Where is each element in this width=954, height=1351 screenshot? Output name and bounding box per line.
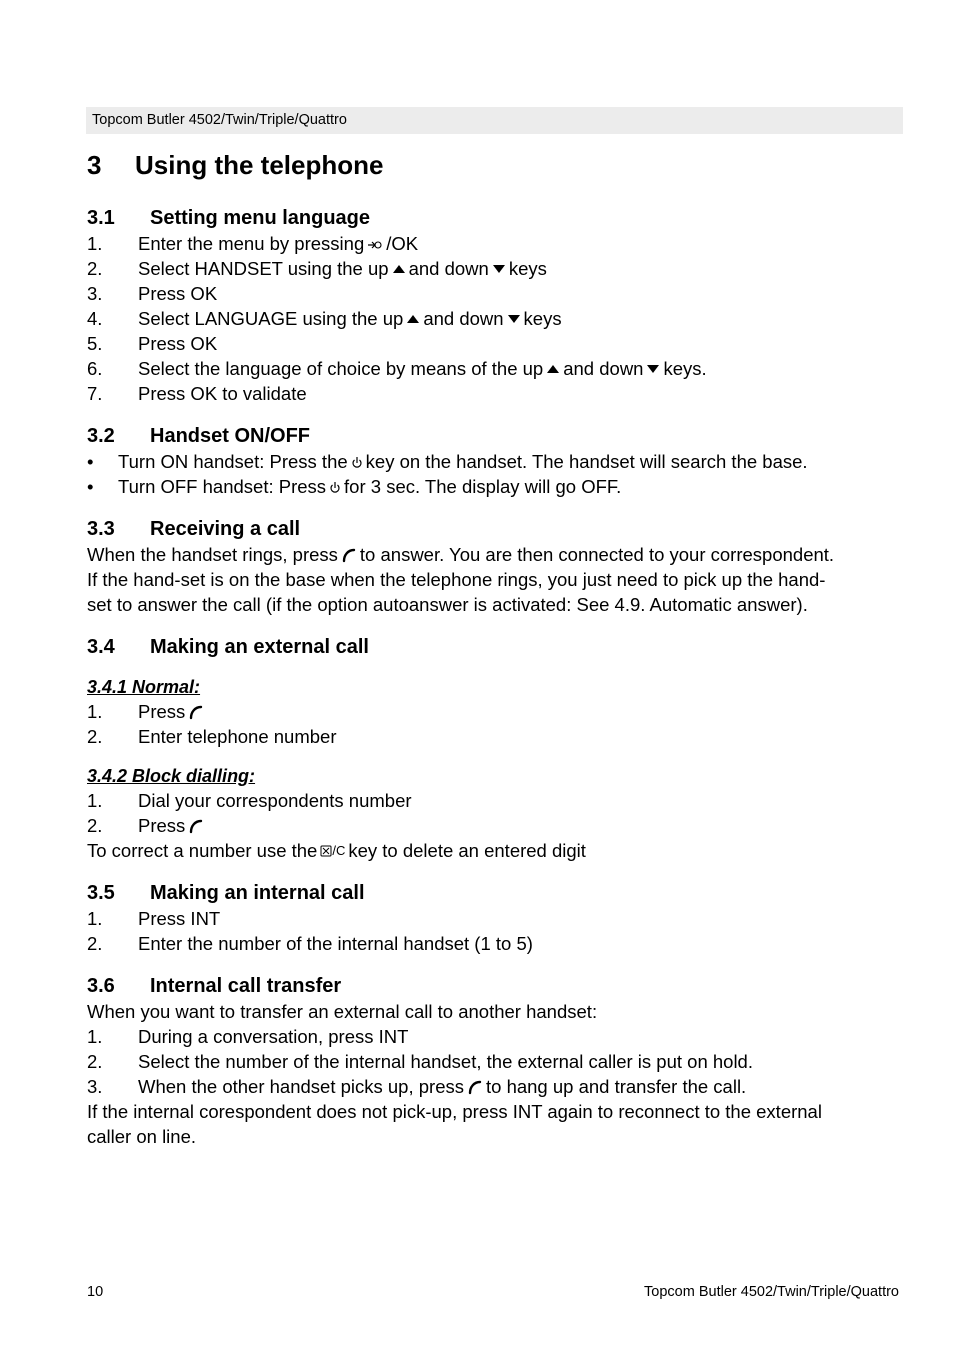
list-item bbox=[87, 331, 903, 356]
list-number: 2. bbox=[87, 815, 103, 836]
bullet-item bbox=[87, 474, 903, 499]
footer-title: Topcom Butler 4502/Twin/Triple/Quattro bbox=[644, 1284, 899, 1300]
paragraph-text: When the handset rings, press bbox=[87, 544, 338, 565]
paragraph-text: To correct a number use the bbox=[87, 840, 318, 861]
list-text: Turn OFF handset: Press bbox=[118, 476, 327, 497]
paragraph-line: set to answer the call (if the option autoanswer is activated: See 4.9. Automatic answer). bbox=[87, 594, 808, 615]
chapter-number: 3 bbox=[87, 150, 102, 180]
list-text: Select LANGUAGE using the up bbox=[138, 308, 404, 329]
list-text: key on the handset. The handset will search the base. bbox=[365, 451, 808, 472]
list-text: Select the language of choice by means of the up bbox=[138, 358, 544, 379]
page-content bbox=[87, 148, 903, 1149]
list-text: for 3 sec. The display will go OFF. bbox=[344, 476, 622, 497]
list-number: 2. bbox=[87, 933, 103, 954]
list-text: and down bbox=[563, 358, 644, 379]
down-arrow-icon bbox=[646, 363, 660, 375]
list-number: 1. bbox=[87, 701, 103, 722]
clear-key-label: /C bbox=[332, 843, 346, 858]
list-text: Press OK bbox=[138, 333, 218, 354]
list-item bbox=[87, 931, 903, 956]
list-text: /OK bbox=[386, 233, 419, 254]
paragraph-line: When you want to transfer an external call to another handset: bbox=[87, 1001, 598, 1022]
paragraph-line bbox=[87, 542, 903, 567]
list-text: Enter telephone number bbox=[138, 726, 337, 747]
list-item bbox=[87, 1049, 903, 1074]
list-item bbox=[87, 1074, 903, 1099]
list-item bbox=[87, 813, 903, 838]
phone-handset-icon bbox=[467, 1079, 483, 1095]
section-heading-3-6 bbox=[87, 973, 903, 999]
list-item bbox=[87, 356, 903, 381]
list-text: Enter the number of the internal handset (1 to 5) bbox=[138, 933, 533, 954]
list-number: 1. bbox=[87, 790, 103, 811]
list-text: Select HANDSET using the up bbox=[138, 258, 389, 279]
section-title: Receiving a call bbox=[150, 518, 301, 540]
page-number: 10 bbox=[87, 1284, 104, 1300]
list-text: Enter the menu by pressing bbox=[138, 233, 365, 254]
list-number: 7. bbox=[87, 383, 103, 404]
section-number: 3.6 bbox=[87, 975, 115, 997]
header-title: Topcom Butler 4502/Twin/Triple/Quattro bbox=[92, 112, 347, 128]
phone-handset-icon bbox=[341, 547, 357, 563]
subsection-heading-3-4-1: 3.4.1 Normal: bbox=[87, 677, 201, 697]
list-text: Turn ON handset: Press the bbox=[118, 451, 348, 472]
bullet: • bbox=[87, 476, 94, 497]
section-number: 3.1 bbox=[87, 207, 115, 229]
paragraph-line: caller on line. bbox=[87, 1126, 197, 1147]
delete-icon bbox=[320, 845, 332, 857]
list-item bbox=[87, 1024, 903, 1049]
chapter-heading bbox=[87, 148, 903, 182]
section-title: Handset ON/OFF bbox=[150, 425, 311, 447]
list-item bbox=[87, 256, 903, 281]
menu-key-icon bbox=[367, 237, 383, 251]
phone-handset-icon bbox=[188, 704, 204, 720]
down-arrow-icon bbox=[507, 313, 521, 325]
section-heading-3-2 bbox=[87, 423, 903, 449]
list-number: 3. bbox=[87, 283, 103, 304]
list-item bbox=[87, 306, 903, 331]
subsection-heading-3-4-2: 3.4.2 Block dialling: bbox=[87, 766, 256, 786]
section-title: Setting menu language bbox=[150, 207, 371, 229]
paragraph-line: If the hand-set is on the base when the telephone rings, you just need to pick up the hand- bbox=[87, 569, 826, 590]
section-heading-3-4 bbox=[87, 634, 903, 660]
section-title: Making an internal call bbox=[150, 882, 365, 904]
list-text: and down bbox=[423, 308, 504, 329]
section-heading-3-1 bbox=[87, 205, 903, 231]
section-title: Internal call transfer bbox=[150, 975, 342, 997]
list-number: 2. bbox=[87, 726, 103, 747]
list-number: 2. bbox=[87, 1051, 103, 1072]
page-header bbox=[86, 107, 903, 134]
paragraph-text: to answer. You are then connected to your correspondent. bbox=[359, 544, 835, 565]
up-arrow-icon bbox=[392, 263, 406, 275]
section-number: 3.2 bbox=[87, 425, 115, 447]
list-number: 1. bbox=[87, 1026, 103, 1047]
list-text: Press bbox=[138, 701, 186, 722]
clear-key-icon bbox=[320, 838, 345, 863]
list-text: keys bbox=[508, 258, 547, 279]
paragraph-text: key to delete an entered digit bbox=[348, 840, 586, 861]
list-text: keys bbox=[523, 308, 562, 329]
section-number: 3.4 bbox=[87, 636, 115, 658]
power-icon bbox=[329, 480, 341, 494]
phone-handset-icon bbox=[188, 818, 204, 834]
section-number: 3.5 bbox=[87, 882, 115, 904]
list-number: 4. bbox=[87, 308, 103, 329]
list-text: keys. bbox=[663, 358, 707, 379]
section-number: 3.3 bbox=[87, 518, 115, 540]
list-number: 5. bbox=[87, 333, 103, 354]
list-text: Select the number of the internal handset, the external caller is put on hold. bbox=[138, 1051, 753, 1072]
list-item bbox=[87, 699, 903, 724]
section-title: Making an external call bbox=[150, 636, 369, 658]
up-arrow-icon bbox=[546, 363, 560, 375]
section-heading-3-3 bbox=[87, 516, 903, 542]
list-number: 1. bbox=[87, 908, 103, 929]
paragraph-line: If the internal corespondent does not pick-up, press INT again to reconnect to the external bbox=[87, 1101, 822, 1122]
list-text: Dial your correspondents number bbox=[138, 790, 412, 811]
list-item bbox=[87, 231, 903, 256]
up-arrow-icon bbox=[406, 313, 420, 325]
list-text: During a conversation, press INT bbox=[138, 1026, 409, 1047]
list-text: Press OK bbox=[138, 283, 218, 304]
paragraph-line bbox=[87, 838, 903, 863]
list-item bbox=[87, 788, 903, 813]
list-item bbox=[87, 906, 903, 931]
list-item bbox=[87, 281, 903, 306]
list-text: to hang up and transfer the call. bbox=[486, 1076, 747, 1097]
list-text: Press OK to validate bbox=[138, 383, 307, 404]
section-heading-3-5 bbox=[87, 880, 903, 906]
list-item bbox=[87, 381, 903, 406]
bullet-item bbox=[87, 449, 903, 474]
bullet: • bbox=[87, 451, 94, 472]
list-text: and down bbox=[408, 258, 489, 279]
list-number: 6. bbox=[87, 358, 103, 379]
list-text: Press INT bbox=[138, 908, 221, 929]
list-number: 2. bbox=[87, 258, 103, 279]
down-arrow-icon bbox=[492, 263, 506, 275]
list-number: 3. bbox=[87, 1076, 103, 1097]
list-number: 1. bbox=[87, 233, 103, 254]
list-text: When the other handset picks up, press bbox=[138, 1076, 464, 1097]
list-text: Press bbox=[138, 815, 186, 836]
power-icon bbox=[351, 455, 363, 469]
list-item bbox=[87, 724, 903, 749]
chapter-title: Using the telephone bbox=[135, 150, 384, 180]
